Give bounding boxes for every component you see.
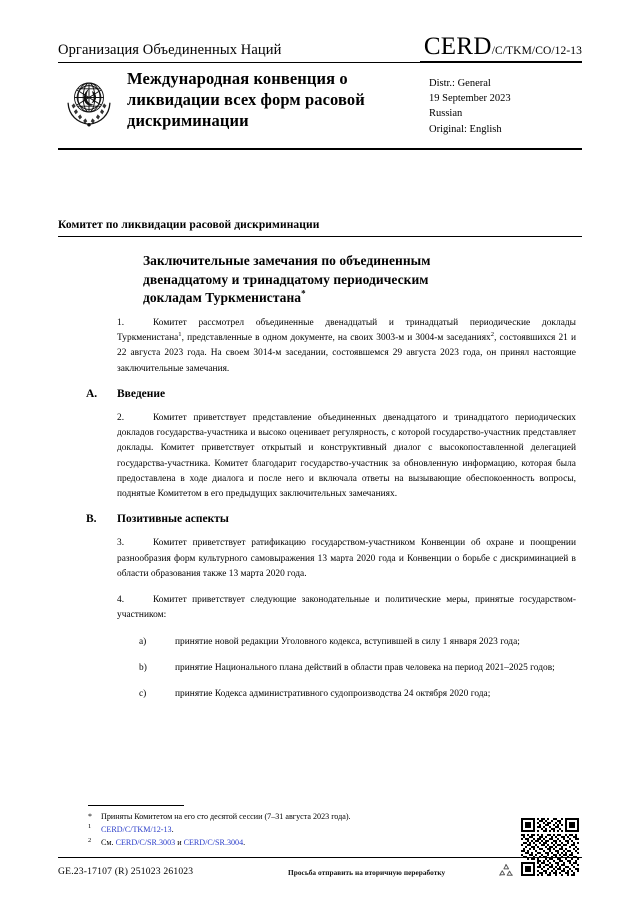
committee-divider (58, 236, 582, 237)
paragraph-2-number: 2. (117, 412, 125, 423)
footnote-2-link-1[interactable]: CERD/C/SR.3003 (115, 838, 176, 848)
qr-code-icon (521, 818, 579, 876)
footnote-2-prefix: См. (101, 838, 116, 848)
footnote-star: * Приняты Комитетом на его сто десятой сессии (7–31 августа 2023 года). (88, 812, 351, 821)
section-a-letter: A. (86, 387, 98, 400)
paragraph-1-text-c: , состоявшихся 21 и 22 августа 2023 года. На своем 3014-м заседании, состоявшемся 29 августа 2023 года, он принял настоящие заключительные замечания. (117, 333, 576, 374)
committee-name: Комитет по ликвидации расовой дискриминации (58, 219, 320, 231)
subitem-b (117, 661, 576, 676)
convention-title: Международная конвенция о ликвидации всех форм расовой дискриминации (127, 69, 365, 131)
paragraph-1 (117, 316, 576, 377)
document-symbol (424, 34, 582, 59)
un-emblem-icon (60, 72, 118, 130)
recycle-notice: Просьба отправить на вторичную переработку (288, 868, 446, 877)
paragraph-1-text-a: Комитет рассмотрел объединенные двенадцатый и тринадцатый периодические доклады Туркменистана (117, 318, 576, 344)
paragraph-4-number: 4. (117, 595, 125, 606)
distribution-info (429, 68, 511, 137)
paragraph-3-number: 3. (117, 538, 125, 549)
masthead (58, 34, 582, 59)
paragraph-1-text-b: , представленные в одном документе, на своих 3003-м и 3004-м заседаниях (181, 333, 491, 344)
footer-document-code: GE.23-17107 (R) 251023 261023 (58, 866, 194, 877)
paragraph-1-number: 1. (117, 318, 125, 328)
subitem-b-text: принятие Национального плана действий в области прав человека на период 2021–2025 годов; (175, 662, 555, 673)
footnote-separator (88, 805, 184, 806)
paragraph-2 (117, 411, 576, 502)
subitem-a-label: a) (139, 636, 147, 647)
paragraph-4-text: Комитет приветствует следующие законодательные и политические меры, принятые государством-участником: (117, 595, 576, 621)
subitem-c (117, 687, 576, 702)
convention-title-block (58, 68, 582, 137)
paragraph-3-text: Комитет приветствует ратификацию государством-участником Конвенции об охране и поощрении разнообразия форм культурного самовыражения 13 марта 2020 года и Конвенции о борьбе с дискриминацией в области образования также 13 марта 2020 года. (117, 538, 576, 579)
document-language: Russian (429, 108, 463, 120)
subitem-c-label: c) (139, 688, 147, 699)
section-heading-a (86, 388, 545, 400)
document-body (86, 316, 576, 713)
recycle-icon (497, 862, 515, 880)
footnote-2-suffix: . (243, 838, 246, 848)
subitem-a-text: принятие новой редакции Уголовного кодекса, вступившей в силу 1 января 2023 года; (175, 636, 520, 647)
masthead-bottom-divider (58, 148, 582, 150)
paragraph-3 (117, 536, 576, 582)
section-b-letter: B. (86, 513, 97, 526)
page-title-footnote-mark: * (301, 288, 306, 299)
section-a-title: Введение (117, 387, 166, 400)
footnote-2: 2 См. CERD/C/SR.3003 и CERD/C/SR.3004. (88, 836, 246, 848)
document-symbol-suffix: /C/TKM/CO/12-13 (491, 45, 582, 57)
masthead-row (58, 34, 582, 59)
footnote-1-suffix: . (171, 825, 174, 835)
document-symbol-main: CERD (423, 33, 492, 60)
document-date: 19 September 2023 (429, 93, 511, 105)
footnote-2-middle: и (175, 838, 184, 848)
distribution-line: Distr.: General (429, 78, 491, 89)
footnote-1: 1 CERD/C/TKM/12-13. (88, 823, 174, 835)
paragraph-2-text: Комитет приветствует представление объединенных двенадцатого и тринадцатого периодических докладов государства-участника и высоко оценивает регулярность, с которой государство-участник представляет доклады. Комитет приветствует открытый и конструктивный диалог с высокопоставленной делегацией государства-участника. Комитет благодарит государство-участник за обновленную информацию, которая была предоставлена в ходе диалога и после него и включала ответы на вызывающие обеспокоенность вопросы, поднятые Комитетом в его предыдущих заключительных замечаниях. (117, 412, 576, 500)
subitem-a (117, 635, 576, 650)
footer-divider (58, 857, 582, 858)
footnote-2-link-2[interactable]: CERD/C/SR.3004 (183, 838, 244, 848)
masthead-divider-emphasis (420, 61, 582, 63)
footnote-star-text: Приняты Комитетом на его сто десятой сессии (7–31 августа 2023 года). (101, 812, 351, 821)
document-original-language: Original: English (429, 123, 502, 135)
footnote-1-link[interactable]: CERD/C/TKM/12-13 (101, 825, 172, 835)
page-title-text: Заключительные замечания по объединенным двенадцатому и тринадцатому периодическим докладам Туркменистана (143, 253, 431, 306)
footnote-ref-1[interactable]: 1 (178, 331, 182, 339)
organization-name: Организация Объединенных Наций (58, 42, 282, 59)
page-title (143, 252, 483, 308)
subitem-c-text: принятие Кодекса административного судопроизводства 24 октября 2020 года; (175, 688, 491, 699)
section-b-title: Позитивные аспекты (117, 513, 229, 526)
section-heading-b (86, 513, 545, 525)
subitem-b-label: b) (139, 662, 147, 673)
footnote-ref-2[interactable]: 2 (490, 331, 495, 339)
footnotes (88, 810, 558, 849)
paragraph-4 (117, 593, 576, 623)
